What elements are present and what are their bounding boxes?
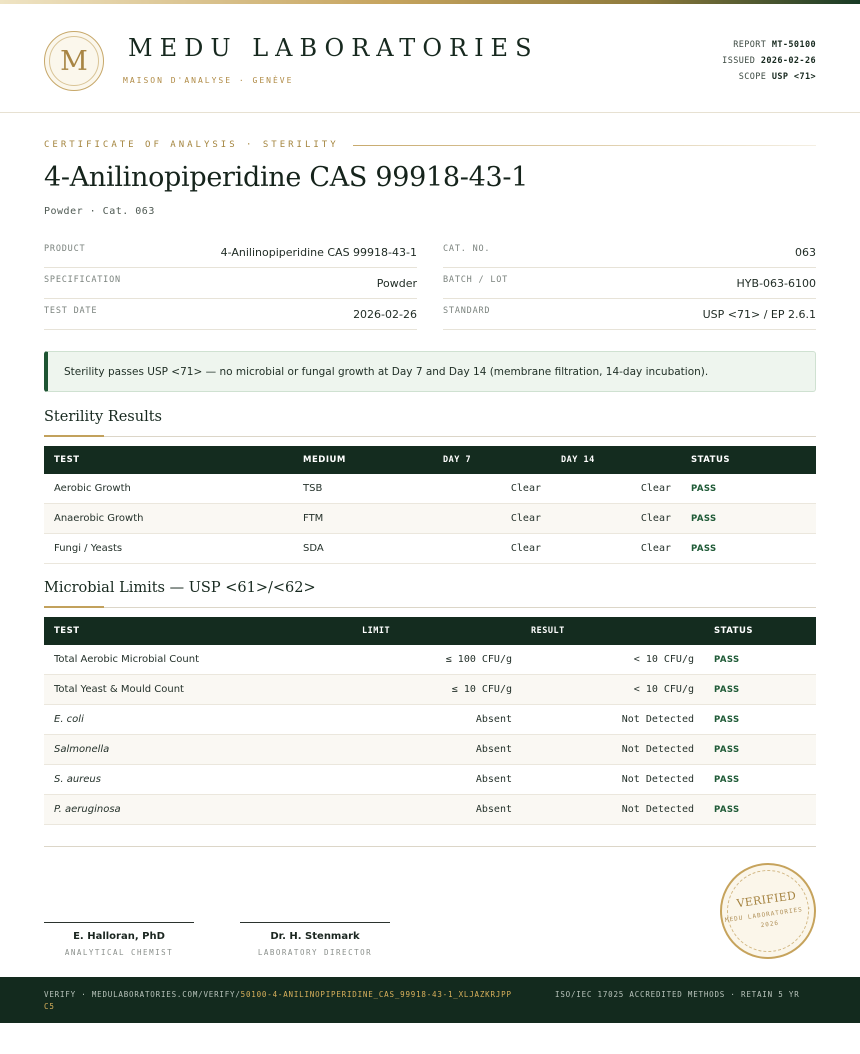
table-row: Anaerobic Growth FTM Clear Clear PASS [44, 504, 816, 534]
product-title: 4-Anilinopiperidine CAS 99918-43-1 [44, 162, 529, 193]
col-medium: MEDIUM [303, 455, 346, 465]
notice-text: Sterility passes USP <71> — no microbial or fungal growth at Day 7 and Day 14 (membrane filtration, 14-day incubation). [64, 365, 709, 378]
accreditation-note: ISO/IEC 17025 ACCREDITED METHODS · RETAIN 5 YR [555, 990, 800, 999]
sterility-section-accent [44, 435, 104, 437]
sterility-table-header [44, 446, 816, 474]
col-result: RESULT [531, 626, 565, 636]
meta-report: REPORT MT-50100 [733, 40, 816, 50]
info-column-left [44, 237, 417, 330]
signature-analytical-chemist [44, 922, 194, 957]
report-header [0, 4, 860, 113]
meta-issued: ISSUED 2026-02-26 [722, 56, 816, 66]
sterility-section-title: Sterility Results [44, 409, 162, 425]
meta-scope: SCOPE USP <71> [738, 72, 816, 82]
brand-tagline: MAISON D'ANALYSE · GENÈVE [123, 76, 294, 85]
table-row: Aerobic Growth TSB Clear Clear PASS [44, 474, 816, 504]
signature-laboratory-director [240, 922, 390, 957]
status-badge: PASS [691, 484, 717, 494]
signature-role: LABORATORY DIRECTOR [257, 948, 373, 957]
status-badge: PASS [714, 655, 740, 665]
eyebrow-text: CERTIFICATE OF ANALYSIS · STERILITY [44, 140, 339, 150]
status-badge: PASS [691, 544, 717, 554]
table-row: P. aeruginosa Absent Not Detected PASS [44, 795, 816, 825]
sterility-table [44, 446, 816, 564]
status-badge: PASS [714, 685, 740, 695]
info-row-test-date: TEST DATE 2026-02-26 [44, 299, 417, 330]
verified-seal [714, 857, 822, 965]
microbial-section-title: Microbial Limits — USP <61>/<62> [44, 580, 316, 596]
verify-link[interactable]: 50100-4-ANILINOPIPERIDINE_CAS_99918-43-1_XLJAZKRJPPC5 [44, 990, 512, 1011]
certificate-eyebrow [44, 139, 816, 151]
table-row: Fungi / Yeasts SDA Clear Clear PASS [44, 534, 816, 564]
lab-logo [44, 31, 104, 91]
info-column-right [443, 237, 816, 330]
brand-name: MEDU LABORATORIES [128, 34, 539, 62]
info-row-batch: BATCH / LOT HYB-063-6100 [443, 268, 816, 299]
seal-subtitle: MEDU LABORATORIES · 2026 [724, 904, 813, 930]
microbial-table-header [44, 617, 816, 645]
status-badge: PASS [714, 745, 740, 755]
col-limit: LIMIT [362, 626, 391, 636]
sterility-section-rule [44, 436, 816, 437]
table-row: Salmonella Absent Not Detected PASS [44, 735, 816, 765]
microbial-table [44, 617, 816, 825]
report-footer [0, 977, 860, 1023]
microbial-section-accent [44, 606, 104, 608]
table-row: Total Yeast & Mould Count ≤ 10 CFU/g < 10 CFU/g PASS [44, 675, 816, 705]
signature-name: Dr. H. Stenmark [270, 931, 360, 942]
col-test: TEST [54, 626, 80, 636]
signature-divider [44, 846, 816, 847]
col-status: STATUS [691, 455, 731, 465]
sterility-pass-notice [44, 351, 816, 392]
col-test: TEST [54, 455, 80, 465]
signature-name: E. Halloran, PhD [73, 931, 165, 942]
status-badge: PASS [691, 514, 717, 524]
verify-line: VERIFY · MEDULABORATORIES.COM/VERIFY/50100-4-ANILINOPIPERIDINE_CAS_99918-43-1_XLJAZKRJPPC5 [44, 990, 512, 1011]
col-day14: DAY 14 [561, 455, 595, 465]
status-badge: PASS [714, 805, 740, 815]
info-row-standard: STANDARD USP <71> / EP 2.6.1 [443, 299, 816, 330]
table-row: Total Aerobic Microbial Count ≤ 100 CFU/g < 10 CFU/g PASS [44, 645, 816, 675]
seal-title: VERIFIED [735, 889, 797, 911]
info-row-cat-no: CAT. NO. 063 [443, 237, 816, 268]
table-row: S. aureus Absent Not Detected PASS [44, 765, 816, 795]
info-row-product: PRODUCT 4-Anilinopiperidine CAS 99918-43-1 [44, 237, 417, 268]
col-status: STATUS [714, 626, 754, 636]
col-day7: DAY 7 [443, 455, 472, 465]
table-row: E. coli Absent Not Detected PASS [44, 705, 816, 735]
report-meta [722, 37, 816, 85]
logo-monogram: M [49, 36, 99, 86]
status-badge: PASS [714, 715, 740, 725]
product-subtitle: Powder · Cat. 063 [44, 206, 155, 217]
microbial-section-rule [44, 607, 816, 608]
eyebrow-rule [353, 145, 816, 146]
status-badge: PASS [714, 775, 740, 785]
signature-role: ANALYTICAL CHEMIST [64, 948, 174, 957]
info-row-specification: SPECIFICATION Powder [44, 268, 417, 299]
